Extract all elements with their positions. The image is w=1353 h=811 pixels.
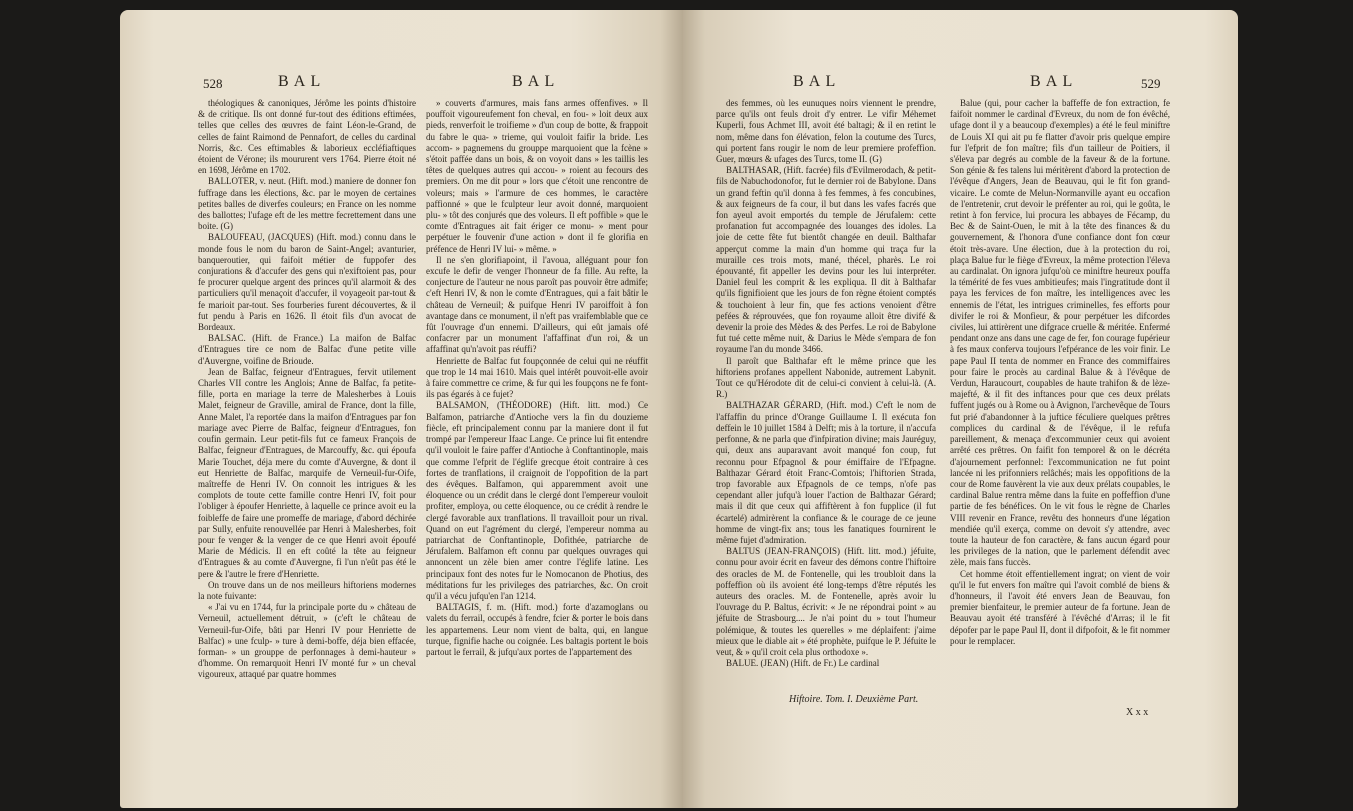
- paragraph: BALUE. (JEAN) (Hift. de Fr.) Le cardinal: [726, 658, 880, 669]
- left-page: [120, 10, 683, 808]
- page-number: 528: [203, 76, 223, 91]
- paragraph: BALSAC. (Hift. de France.) La maifon de Balfac d'Entragues tire ce nom de Balfac d'une petite ville d'Auvergne, voifine de Brioude.: [198, 333, 416, 366]
- paragraph: Balue (qui, pour cacher la baffeffe de fon extraction, fe faifoit nommer le cardinal d'Evreux, du nom de fon évêché, ufage dont il y a beaucoup d'exemples) a été le feul miniftre de Louis XI qui ait pu fe flatter d'avoir pris quelque empire fur l'efprit de fon maître; fils d'un tailleur de Poitiers, il s'éleva par degrés au comble de la faveur & de la fortune. Son génie & fes talens lui méritèrent d'abord la protection de l'évêque d'Angers, Jean de Beauvau, qui le fit fon grand-vicaire. Le comte de Melun-Normanville ayant eu occafion de l'entretenir, crut devoir le préfenter au roi, qui le goûta, le retint à fon fervice, lui procura les abbayes de Fécamp, du Bec & de Saint-Ouen, le mit à la tête des finances & du gouvernement, & l'honora d'une confiance dont fon cœur étoit très-avare. Une élection, due à la protection du roi, plaça Balue fur le fiège d'Evreux, la même protection l'éleva au cardinalat. On ignora jufqu'où ce miniftre heureux pouffa la témérité de fes vues ambitieufes; mais l'ingratitude dont il paya les fervices de fon maître, les intelligences avec les ennemis de l'état, les intrigues criminelles, fes efforts pour divifer le roi & Monfieur, & pour perpétuer les difcordes civiles, lui attirèrent une difgrace cruelle & méritée. Enfermé pendant onze ans dans une cage de fer, fon courage fupérieur à fes maux conferva toujours l'efpérance de les voir finir. Le pape Paul II tenta de nommer en France des commiffaires pour faire le procès au cardinal Balue & à l'évêque de Verdun, Haraucourt, coupables de haute trahifon & de lèze-majefté, & il fit des inftances pour que ces deux prélats fuffent jugés ou à Rome ou à Avignon, l'archevêque de Tours fut prié d'abandonner à la juftice féculiere quelques prêtres complices du cardinal & de l'évêque, il le refufa pareillement, & menaça d'excommunier ceux qui avoient arrêté ces prêtres. On faifit fon temporel & on le décréta d'ajournement perfonnel: l'excommunication ne fut point lancée ni les prifonniers relâchés; mais les oppofitions de la cour de Rome fauvèrent la vie aux deux prélats coupables, le cardinal Balue rentra même dans la fuite en poffeffion d'une partie de fes bénéfices. On le vit fous le règne de Charles VIII revenir en France, revêtu des honneurs d'une légation mendiée qu'il exerça, comme on devoit s'y attendre, avec toute la hauteur de fon caractère, & fans aucun égard pour les privileges de la nation, que le parlement défendit avec zèle, mais fans fuccès.: [950, 98, 1170, 568]
- paragraph: « J'ai vu en 1744, fur la principale porte du » château de Verneuil, actuellement détruit, » (c'eft le château de Verneuil-fur-Oife, bâti par Henri IV pour Henriette de Balfac) » une fculp- » ture à demi-boffe, déja bien effacée, forman- » un grouppe de perfonnages à demi-hauteur » d'homme. On remarquoit Henri IV monté fur » un cheval vigoureux, attaqué par quatre hommes: [198, 602, 416, 680]
- text-column-left: [198, 98, 416, 710]
- paragraph: BALOUFEAU, (JACQUES) (Hift. mod.) connu dans le monde fous le nom du baron de Saint-Angel; avanturier, banqueroutier, qui faifoit métier de fuppofer des conjurations & d'accufer des gens qui n'exiftoient pas, pour fe procurer quelque argent des princes qu'il alarmoit & des particuliers qu'il menaçoit d'accufer, il voyageoit par-tout & fe marioit par-tout. Ses fourberies furent découvertes, & il fut pendu à Paris en 1626. Il étoit fils d'un avocat de Bordeaux.: [198, 232, 416, 333]
- paragraph: BALLOTER, v. neut. (Hift. mod.) maniere de donner fon fuffrage dans les élections, &c. par le moyen de certaines petites balles de diverfes couleurs; en France on les nomme des ballottes; l'ufage eft de les mettre fecrettement dans une boite. (G): [198, 176, 416, 232]
- page-number: 529: [1141, 76, 1161, 91]
- right-page: [683, 10, 1238, 808]
- paragraph: Il ne s'en glorifiapoint, il l'avoua, alléguant pour fon excufe le defir de venger l'honneur de fa fille. Au refte, la conjecture de l'auteur ne nous paroît pas pouvoir être admife; c'eft Henri IV, & non le comte d'Entragues, qui a fait bâtir le château de Verneuil; & puifque Henri IV paroiffoit à fon avantage dans ce monument, il n'eft pas vraifemblable que ce fût l'ouvrage d'un ennemi. D'ailleurs, qui eût jamais ofé confacrer par un monument l'affaffinat d'un roi, & un affaffinat qu'n'avoit pas réuffi?: [426, 254, 648, 355]
- running-header: B A L: [278, 73, 322, 90]
- paragraph: BALTUS (JEAN-FRANÇOIS) (Hift. litt. mod.) jéfuite, connu pour avoir écrit en faveur des démons contre l'hiftoire des oracles de M. de Fontenelle, qui les troubloit dans la poffeffion où ils avoient été long-temps d'être réputés les auteurs des oracles. M. de Fontenelle, après avoir lu l'ouvrage du P. Baltus, écrivit: « Je ne répondrai point » au jéfuite de Strasbourg.... Je n'ai point du » tout l'humeur polémique, & toutes les querelles » me déplaifent: j'aime mieux que le diable ait » été prophète, puifque le P. Jéfuite le veut, & » qu'il croit cela plus orthodoxe ».: [716, 546, 936, 657]
- paragraph: des femmes, où les eunuques noirs viennent le prendre, parce qu'ils ont feuls droit d'y entrer. Le vifir Méhemet Kuperli, fous Achmet III, avoit été baltagi; & il en retint le nom, même dans fon élévation, felon la coutume des Turcs, qui portent fans rougir le nom de leur premiere profeffion. Guer, mœurs & ufages des Turcs, tome II. (G): [716, 98, 936, 165]
- text-column-right: [426, 98, 648, 710]
- running-header: B A L: [1030, 73, 1074, 90]
- page-footer: Hiftoire. Tom. I. Deuxième Part.: [789, 694, 919, 705]
- text-column-left: [716, 98, 936, 710]
- paragraph: BALSAMON, (THÉODORE) (Hift. litt. mod.) Ce Balfamon, patriarche d'Antioche vers la fin du douzieme fiècle, eft principalement connu par la maniere dont il fut trompé par l'empereur Ifaac Lange. Ce prince lui fit entendre qu'il vouloit le faire paffer d'Antioche à Conftantinople, mais que comme l'efprit de l'églife grecque étoit contraire à ces fortes de tranflations, il craignoit de l'oppofition de la part des évêques. Balfamon, qui apparemment avoit une éloquence ou un crédit dans le clergé dont l'empereur vouloit profiter, employa, ou cette éloquence, ou ce crédit à rendre le clergé favorable aux tranflations. Il travailloit pour un rival. Quand on eut l'agrément du clergé, l'empereur nomma au patriarchat de Conftantinople, Dofithée, patriarche de Jérufalem. Balfamon eft connu par quelques ouvrages qui annoncent un zèle bien amer contre l'églife latine. Les principaux font des notes fur le Nomocanon de Photius, des méditations fur les privileges des patriarches, &c. On croit qu'il a vécu jufqu'en l'an 1214.: [426, 400, 648, 601]
- running-header: B A L: [512, 73, 556, 90]
- paragraph: BALTHAZAR GÉRARD, (Hift. mod.) C'eft le nom de l'affaffin du prince d'Orange Guillaume I. Il exécuta fon deffein le 10 juillet 1584 à Delft; mis à la torture, il n'accufa perfonne, & ne parla que d'infpiration divine; mais Jauréguy, qui, deux ans auparavant avoit manqué fon coup, fut reconnu pour Efpagnol & pour émiffaire de l'Efpagne. Balthazar Gérard étoit Franc-Comtois; l'hiftorien Strada, trop favorable aux Efpagnols de ce temps, n'ofe pas cependant aller jufqu'à louer l'action de Balthazar Gérard; mais il dit que ceux qui affiftèrent à fon fupplice (il fut écartelé) admirèrent la confiance & le courage de ce jeune homme de vingt-fix ans; tous les fanatiques fournirent le même fujet d'admiration.: [716, 400, 936, 545]
- paragraph: Jean de Balfac, feigneur d'Entragues, fervit utilement Charles VII contre les Anglois; Anne de Balfac, fa petite-fille, porta en mariage la terre de Malesherbes à Louis Malet, feigneur de Graville, amiral de France, dont la fille, Anne Malet, l'a reportée dans la maifon d'Entragues par fon mariage avec Pierre de Balfac, feigneur d'Entragues, fon coufin germain. Leur petit-fils fut ce fameux François de Balfac, feigneur d'Entragues, de Marcouffy, &c. qui époufa Marie Touchet, déja mere du comte d'Auvergne, & dont il eut Henriette de Balfac, marquife de Verneuil-fur-Oife, maîtreffe de Henri IV. On connoit les intrigues & les complots de toute cette famille contre Henri IV, foit pour l'obliger à époufer Henriette, à laquelle ce prince avoit eu la foibleffe de faire une promeffe de mariage, d'abord déchirée par Sully, enfuite renouvellée par Henri à Malesherbes, foit pour fe venger & la venger de ce que Henri avoit époufé Marie de Médicis. Il en eft coûté la tête au feigneur d'Entragues & au comte d'Auvergne, fi l'un n'eût pas été le pere & l'autre le frere d'Henriette.: [198, 366, 416, 579]
- paragraph: BALTAGIS, f. m. (Hift. mod.) forte d'azamoglans ou valets du ferrail, occupés à fendre, fcier & porter le bois dans les appartemens. Leur nom vient de balta, qui, en langue turque, fignifie hache ou coignée. Les baltagis portent le bois partout le ferrail, & jufqu'aux portes de l'appartement des: [426, 602, 648, 657]
- paragraph: BALTHASAR, (Hift. facrée) fils d'Evilmerodach, & petit-fils de Nabuchodonofor, fut le dernier roi de Babylone. Dans un grand feftin qu'il donna à fes femmes, à fes concubines, & aux feigneurs de fa cour, il but dans les vafes facrés que fon ayeul avoit emportés du temple de Jérufalem: cette profanation fut accompagnée des louanges des idoles. La joie de cette fête fut bientôt changée en deuil. Balthafar apperçut comme la main d'un homme qui traça fur la muraille ces trois mots, mané, thécel, pharès. Le roi épouvanté, fit appeller les devins pour les lui interpréter. Daniel feul les comprit & les expliqua. Il dit à Balthafar qu'ils fignifioient que les jours de fon règne étoient comptés & touchoient à leur fin, que fes actions venoient d'être pefées & réprouvées, que fon royaume alloit être divifé & devenir la proie des Mèdes & des Perfes. Le roi de Babylone fut tué cette même nuit, & Darius le Mède s'empara de fon royaume l'an du monde 3466.: [716, 165, 936, 355]
- paragraph: Il paroît que Balthafar eft le même prince que les hiftoriens profanes appellent Nabonide, autrement Labynit. Tout ce qu'Hérodote dit de celui-ci convient à celui-là. (A. R.): [716, 355, 936, 400]
- paragraph: théologiques & canoniques, Jérôme les points d'histoire & de critique. Ils ont donné fur-tout des éditions eftimées, telles que celles des œuvres de faint Léon-le-Grand, de celles de faint Raimond de Pennafort, de celles du cardinal Norris, &c. Ces eftimables & laborieux eccléfiaftiques étoient de Vérone; ils moururent vers 1764. Pierre étoit né en 1698, Jérôme en 1702.: [198, 98, 416, 176]
- paragraph: Henriette de Balfac fut foupçonnée de celui qui ne réuffit que trop le 14 mai 1610. Mais quel intérêt pouvoit-elle avoir à faire commettre ce crime, & fur qui les foupçons ne fe font-ils pas égarés à ce fujet?: [426, 355, 648, 400]
- paragraph: On trouve dans un de nos meilleurs hiftoriens modernes la note fuivante:: [198, 579, 416, 601]
- paragraph: » couverts d'armures, mais fans armes offenfives. » Il pouffoit vigoureufement fon cheval, en fou- » loit deux aux pieds, renverfoit le troifieme » d'un coup de botte, & frappoit du fabre le qua- » trieme, qui vouloit faifir la bride. Les accom- » pagnemens du grouppe marquoient que la fcène » s'étoit paffée dans un bois, & on voyoit dans » les taillis les têtes de quelques autres qui accou- » roient au fecours des premiers. On me dit pour » lors que c'étoit une rencontre de voleurs; mais » l'armure de ces hommes, le caractère paffionné » que le fculpteur leur avoit donné, marquoient plu- » tôt des conjurés que des voleurs. Il eft poffible » que le comte d'Entragues ait fait ériger ce monu- » ment pour perpétuer le fouvenir d'une action » dont il fe glorifia en préfence de Henri IV lui- » même. »: [426, 98, 648, 254]
- running-header: B A L: [793, 73, 837, 90]
- signature-mark: X x x: [1126, 707, 1149, 718]
- paragraph: Cet homme étoit effentiellement ingrat; on vient de voir qu'il le fut envers fon maître qui l'avoit comblé de biens & d'honneurs, il l'avoit été envers Jean de Beauvau, fon premier bienfaiteur, le premier auteur de fa fortune. Jean de Beauvau ayoit été transféré à l'évêché d'Arras; il le fit dépofer par le pape Paul II, dont il difpofoit, & le fit nommer pour le remplacer.: [950, 568, 1170, 646]
- text-column-right: [950, 98, 1170, 710]
